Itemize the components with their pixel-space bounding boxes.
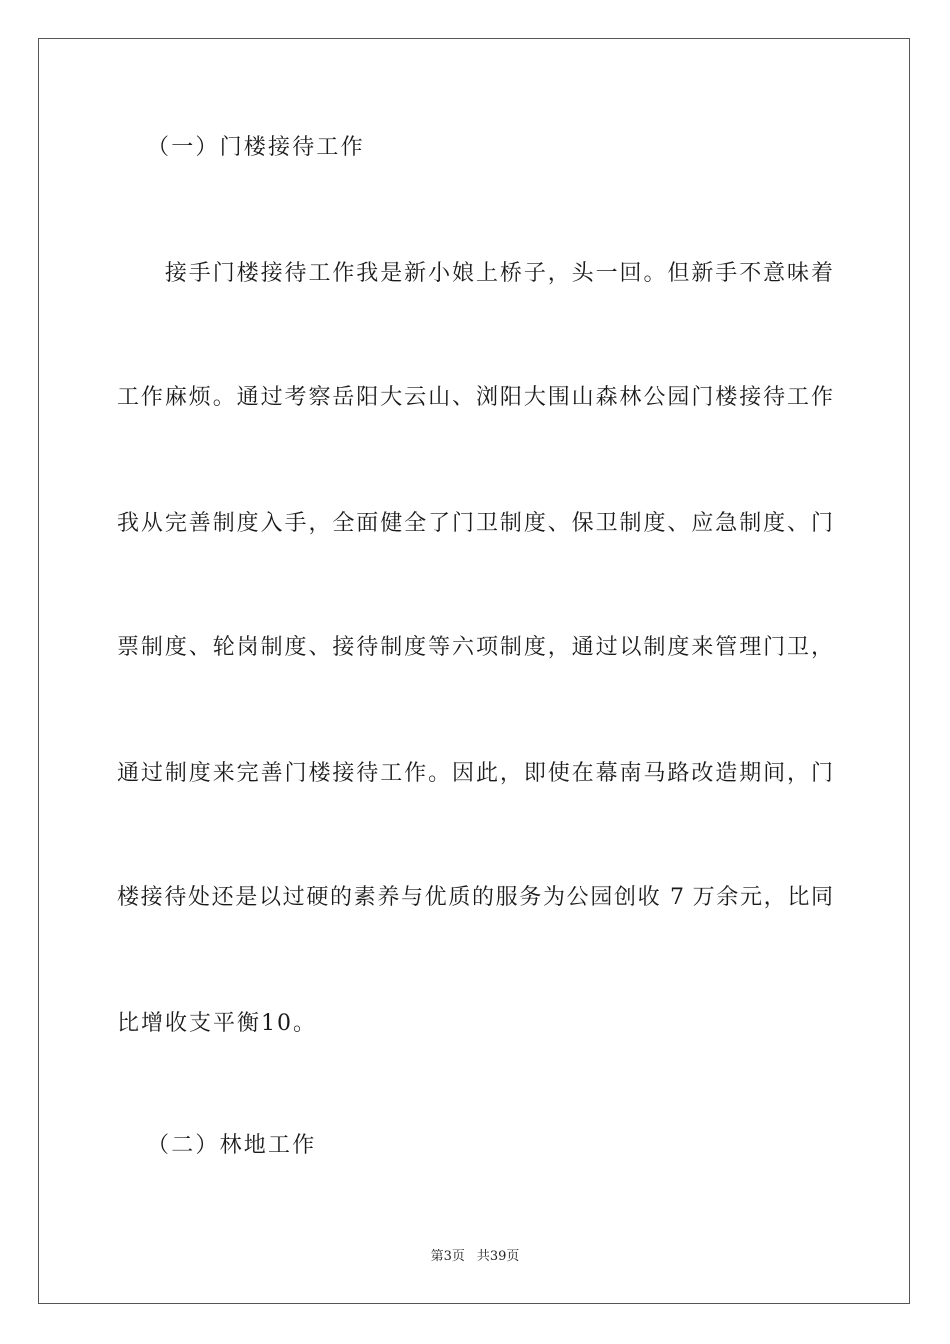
paragraph-line-3: 我从完善制度入手，全面健全了门卫制度、保卫制度、应急制度、门	[117, 511, 833, 536]
paragraph-line-1: 接手门楼接待工作我是新小娘上桥子，头一回。但新手不意味着	[117, 261, 833, 286]
page-number: 第3页	[430, 1249, 465, 1264]
paragraph-line-7: 比增收支平衡10。	[117, 1011, 317, 1036]
paragraph-line-6: 楼接待处还是以过硬的素养与优质的服务为公园创收 7 万余元，比同	[117, 885, 833, 910]
page-border	[38, 38, 910, 1304]
page-total: 共39页	[476, 1249, 520, 1264]
paragraph-line-2: 工作麻烦。通过考察岳阳大云山、浏阳大围山森林公园门楼接待工作	[117, 385, 833, 410]
section-heading-gatehouse: （一）门楼接待工作	[147, 135, 365, 160]
section-heading-forest: （二）林地工作	[147, 1133, 317, 1158]
page-footer	[0, 1248, 950, 1266]
paragraph-line-5: 通过制度来完善门楼接待工作。因此，即使在幕南马路改造期间，门	[117, 761, 833, 786]
paragraph-line-4: 票制度、轮岗制度、接待制度等六项制度，通过以制度来管理门卫，	[117, 635, 833, 660]
